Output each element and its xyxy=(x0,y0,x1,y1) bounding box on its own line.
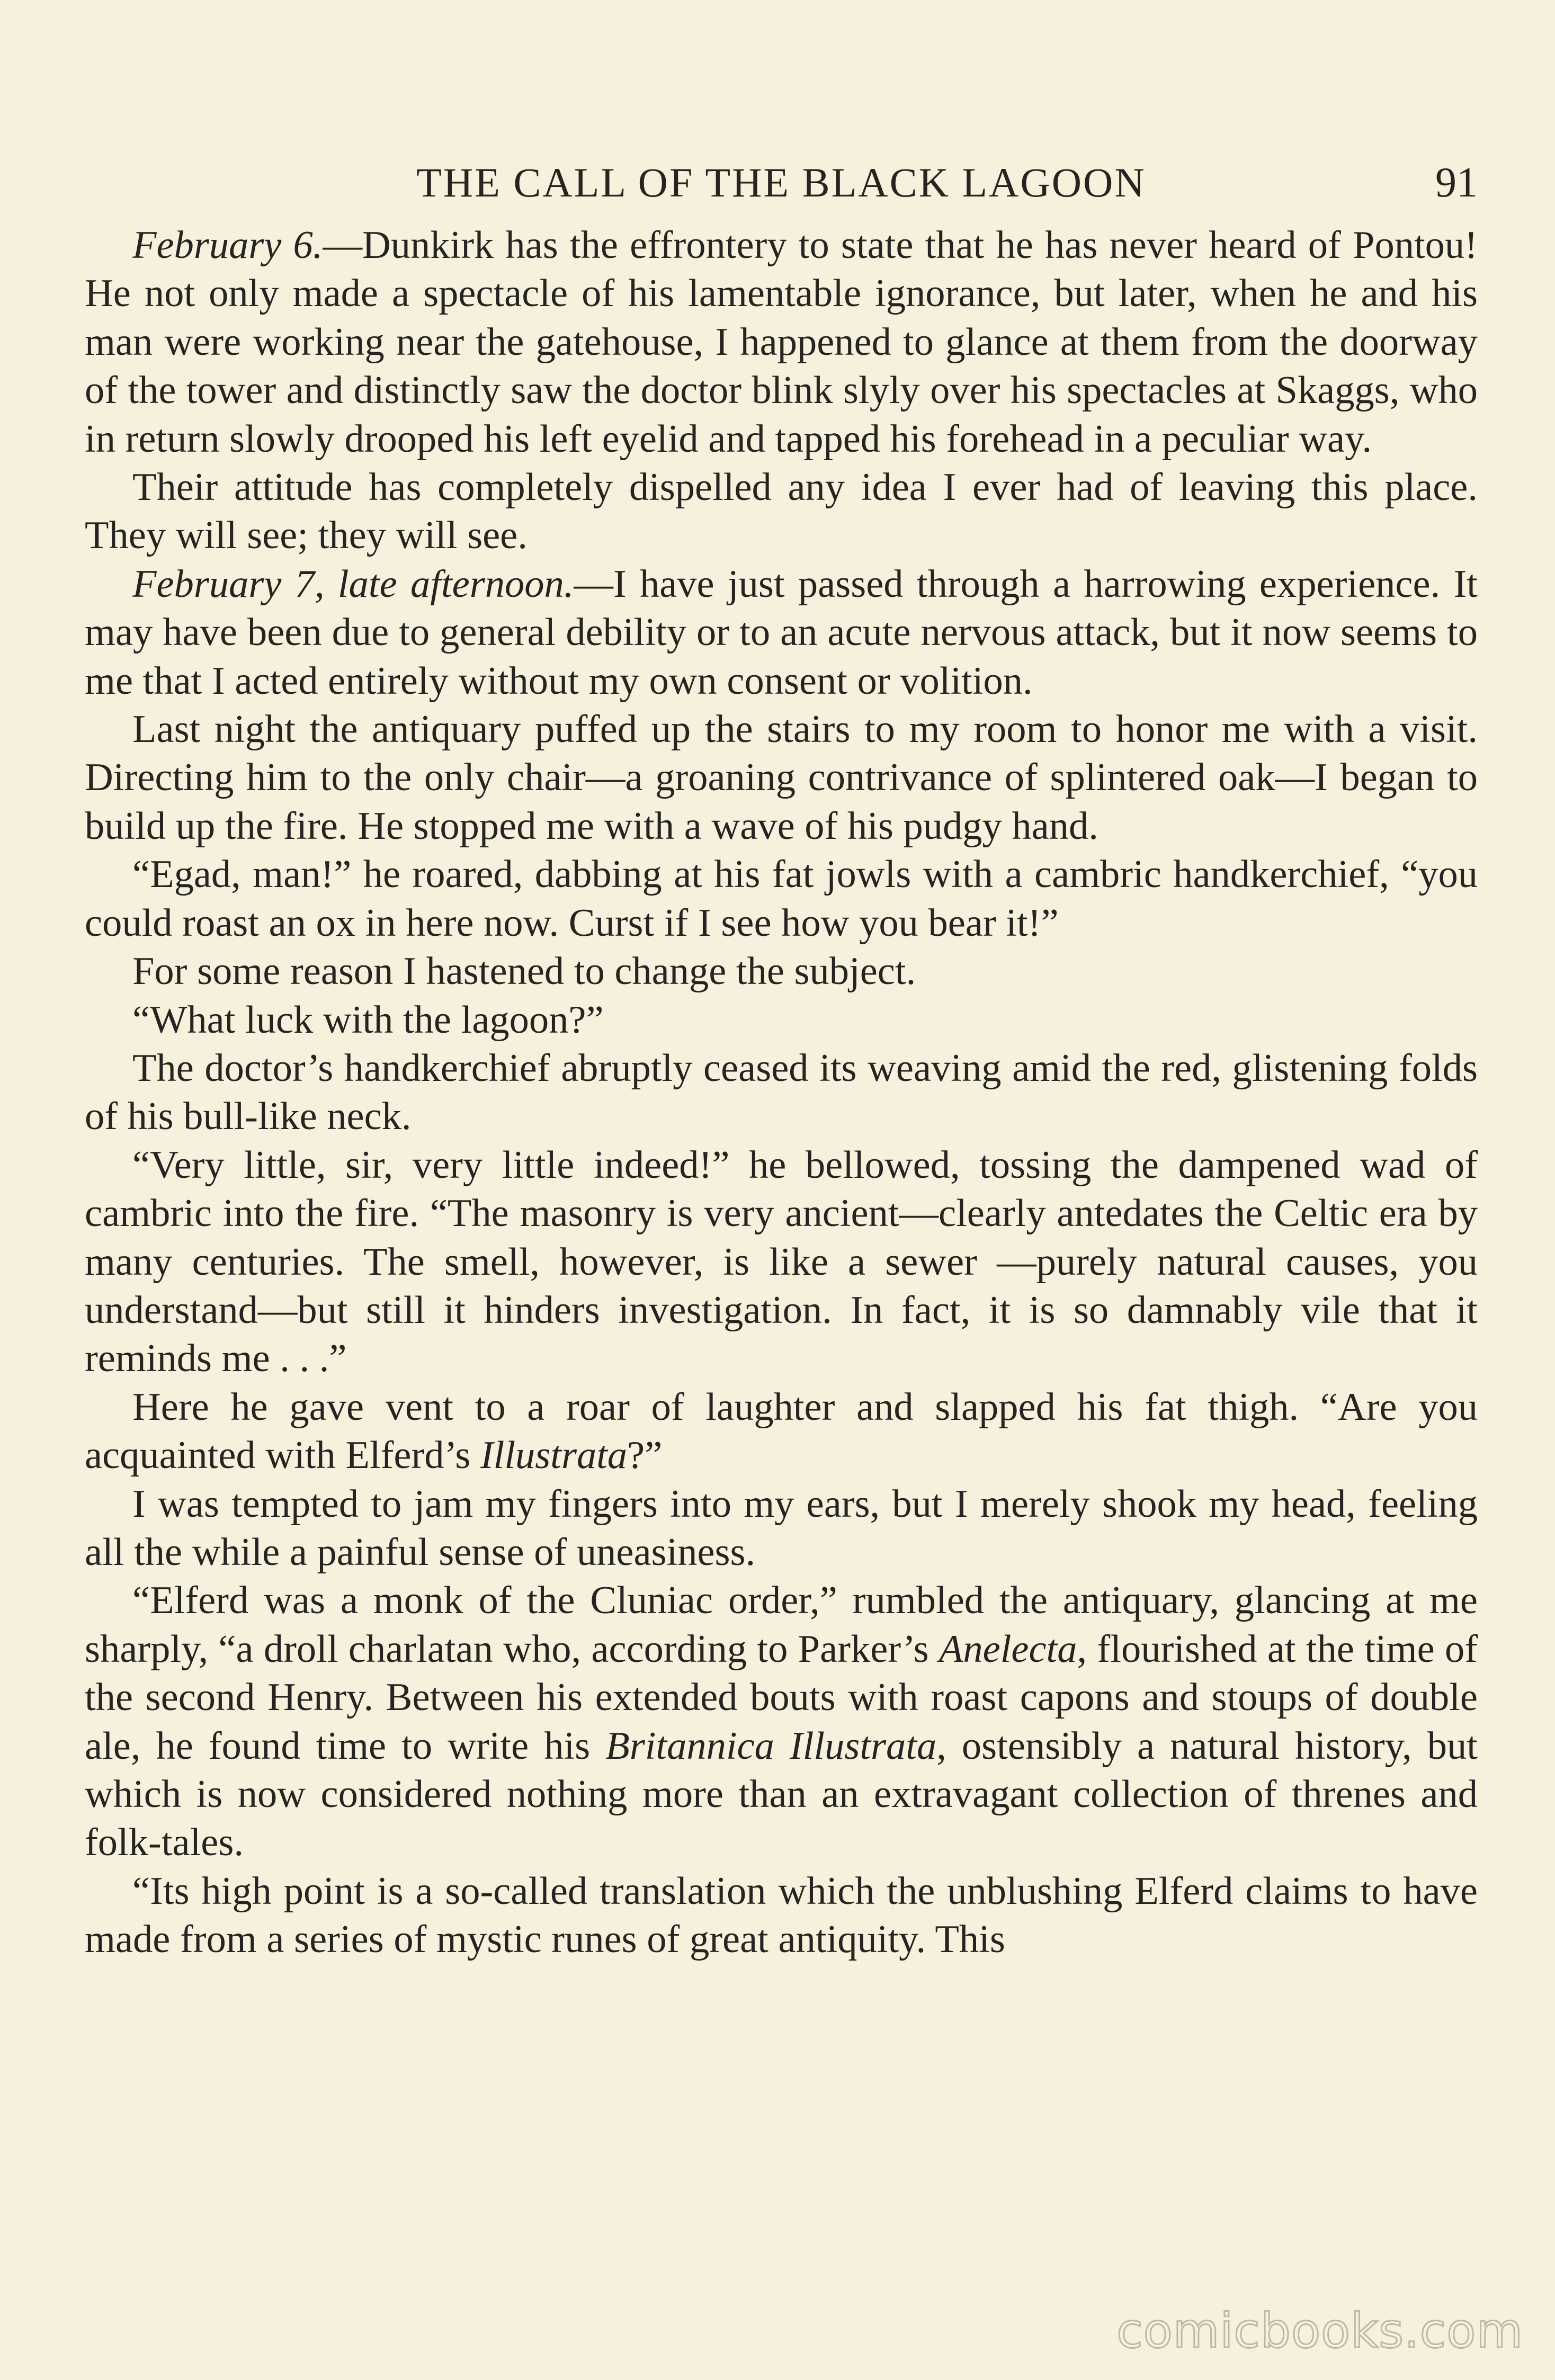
italic-text: February 6. xyxy=(132,223,323,267)
paragraph: “Egad, man!” he roared, dabbing at his fat jowls with a cambric handkerchief, “you could roast an ox in here now. Curst if I see how you bear it!” xyxy=(85,853,1478,945)
paragraph: “Very little, sir, very little indeed!” he bellowed, tossing the dampened wad of cambric into the fire. “The masonry is very ancient—clearly antedates the Celtic era by many centuries. The smell, however, is like a sewer —purely natural causes, you understand—but still it hinders investigation. In fact, it is so damnably vile that it reminds me . . .” xyxy=(85,1143,1478,1381)
body-text xyxy=(85,221,1478,1964)
paragraph: February 6.—Dunkirk has the effrontery to state that he has never heard of Pontou! He not only made a spectacle of his lamentable ignorance, but later, when he and his man were working near the gatehouse, I happened to glance at them from the doorway of the tower and distinctly saw the doctor blink slyly over his spectacles at Skaggs, who in return slowly drooped his left eyelid and tapped his forehead in a peculiar way. xyxy=(85,223,1478,461)
paragraph: Their attitude has completely dispelled any idea I ever had of leaving this place. They will see; they will see. xyxy=(85,466,1478,558)
italic-text: Anelecta xyxy=(939,1627,1077,1671)
page-number: 91 xyxy=(1435,159,1478,206)
paragraph: “Its high point is a so-called translation which the unblushing Elferd claims to have made from a series of mystic runes of great antiquity. This xyxy=(85,1869,1478,1962)
running-header xyxy=(85,154,1478,212)
paragraph: February 7, late afternoon.—I have just passed through a harrowing experience. It may have been due to general debility or to an acute nervous attack, but it now seems to me that I acted entirely without my own consent or volition. xyxy=(85,562,1478,703)
paragraph: For some reason I hastened to change the subject. xyxy=(132,950,916,994)
italic-text: Illustrata xyxy=(480,1434,628,1478)
watermark-logo: comicbooks.com xyxy=(1116,2303,1523,2359)
paragraph: “Elferd was a monk of the Cluniac order,” rumbled the antiquary, glancing at me sharply, “a droll charlatan who, according to Parker’s Anelecta, flourished at the time of the second Henry. Between his extended bouts with roast capons and stoups of double ale, he found time to write his Britannica Illustrata, ostensibly a natural history, but which is now considered nothing more than an extravagant collection of threnes and folk-tales. xyxy=(85,1579,1478,1865)
italic-text: Britannica Illustrata xyxy=(605,1724,937,1768)
paragraph: The doctor’s handkerchief abruptly ceased its weaving amid the red, glistening folds of his bull-like neck. xyxy=(85,1046,1478,1139)
running-title: THE CALL OF THE BLACK LAGOON xyxy=(416,159,1146,205)
paragraph: Here he gave vent to a roar of laughter and slapped his fat thigh. “Are you acquainted with Elferd’s Illustrata?” xyxy=(85,1385,1478,1478)
italic-text: February 7, late afternoon. xyxy=(132,562,574,606)
paragraph: “What luck with the lagoon?” xyxy=(132,998,604,1042)
paragraph: I was tempted to jam my fingers into my ears, but I merely shook my head, feeling all the while a painful sense of uneasiness. xyxy=(85,1482,1478,1574)
paragraph: Last night the antiquary puffed up the stairs to my room to honor me with a visit. Directing him to the only chair—a groaning contrivance of splintered oak—I began to build up the fire. He stopped me with a wave of his pudgy hand. xyxy=(85,708,1478,848)
